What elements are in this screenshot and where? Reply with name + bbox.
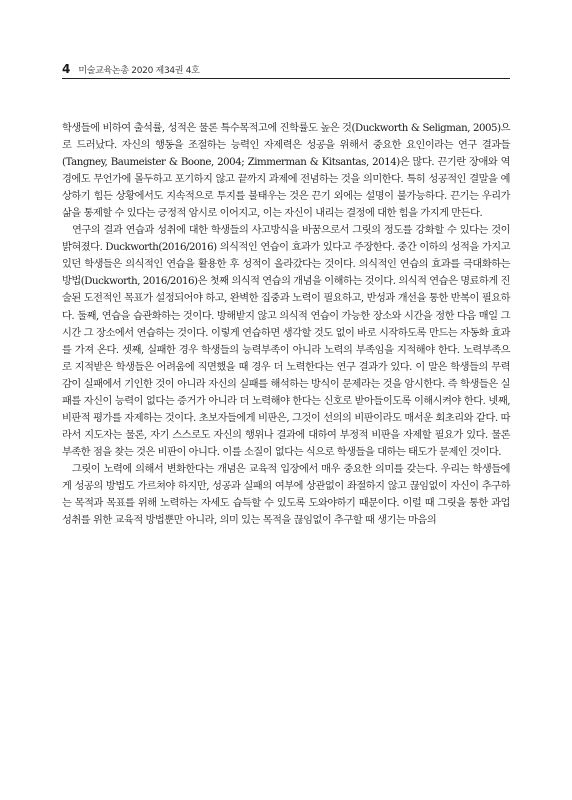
paragraph-deliberate-practice: 연구의 결과 연습과 성취에 대한 학생들의 사고방식을 바꿈으로서 그릿의 정도를 강화할 수 있다는 것이 밝혀졌다. Duckworth(2016/2016) 의식적인 연습이 효과가 있다고 주장한다. 중간 이하의 성적을 가지고 있던 학생들은 의식적인 연습을 활용한 후 성적이 올라갔다는 것이다. 의식적인 연습의 효과를 극대화하는 방법(Duckworth, 2016/2016)은 첫째 의식적 연습의 개념을 이해하는 것이다. 의식적 연습은 명료하게 진술된 도전적인 목표가 설정되어야 하고, 완벽한 집중과 노력이 필요하고, 반성과 개선을 통한 반복이 필요하다. 둘째, 연습을 습관화하는 것이다. 방해받지 않고 의식적 연습이 가능한 장소와 시간을 정한 다음 매일 그 시간 그 장소에서 연습하는 것이다. 이렇게 연습하면 생각할 것도 없이 바로 시작하도록 만드는 자동화 효과를 가져 온다. 셋째, 실패한 경우 학생들의 능력부족이 아니라 노력의 부족임을 지적해야 한다. 노력부족으로 지적받은 학생들은 어려움에 직면했을 때 경우 더 노력한다는 연구 결과가 있다. 이 말은 학생들의 무력감이 실패에서 기인한 것이 아니라 자신의 실패를 해석하는 방식이 문제라는 것을 암시한다. 즉 학생들은 실패를 자신이 능력이 없다는 증거가 아니라 더 노력해야 한다는 신호로 받아들이도록 이해시켜야 한다. 넷째, 비판적 평가를 자제하는 것이다. 초보자들에게 비판은, 그것이 선의의 비판이라도 매서운 회초리와 같다. 따라서 지도자는 물론, 자기 스스로도 자신의 행위나 결과에 대하여 부정적 비판을 자제할 필요가 있다. 물론 부족한 점을 찾는 것은 비판이 아니다. 이를 소질이 없다는 식으로 학생들을 대하는 태도가 문제인 것이다. <box>62 225 510 458</box>
header-rule <box>62 78 510 79</box>
page-number: 4 <box>62 62 71 76</box>
paragraph-continuation: 학생들에 비하여 출석률, 성적은 물론 특수목적고에 진학률도 높은 것(Duckworth & Seligman, 2005)으로 드러났다. 자신의 행동을 조절하는 능력인 자제력은 성공을 위해서 중요한 요인이라는 연구 결과들(Tangney, Baumeister & Boone, 2004; Zimmerman & Kitsantas, 2014)은 많다. 끈기란 장애와 역경에도 무언가에 몰두하고 포기하지 않고 끝까지 과제에 전념하는 것을 의미한다. 특히 성공적인 결말을 예상하기 힘든 상황에서도 지속적으로 투지를 불태우는 것은 끈기 외에는 설명이 불가능하다. 끈기는 우리가 삶을 통제할 수 있다는 긍정적 암시로 이어지고, 이는 자신이 내리는 결정에 대한 힘을 가지게 만든다. <box>62 123 510 220</box>
running-header <box>62 62 510 76</box>
journal-title: 미술교육논총 2020 제34권 4호 <box>78 66 200 76</box>
paragraph-educational-meaning: 그릿이 노력에 의해서 변화한다는 개념은 교육적 입장에서 매우 중요한 의미를 갖는다. 우리는 학생들에게 성공의 방법도 가르쳐야 하지만, 성공과 실패의 여부에 상관없이 좌절하지 않고 끊임없이 자신이 추구하는 목적과 목표를 위해 노력하는 자세도 습득할 수 있도록 도와야하기 때문이다. 이럴 때 그릿을 통한 과업 성취를 위한 교육적 방법뿐만 아니라, 의미 있는 목적을 끊임없이 추구할 때 생기는 마음의 <box>62 463 510 527</box>
body-text <box>62 120 510 529</box>
